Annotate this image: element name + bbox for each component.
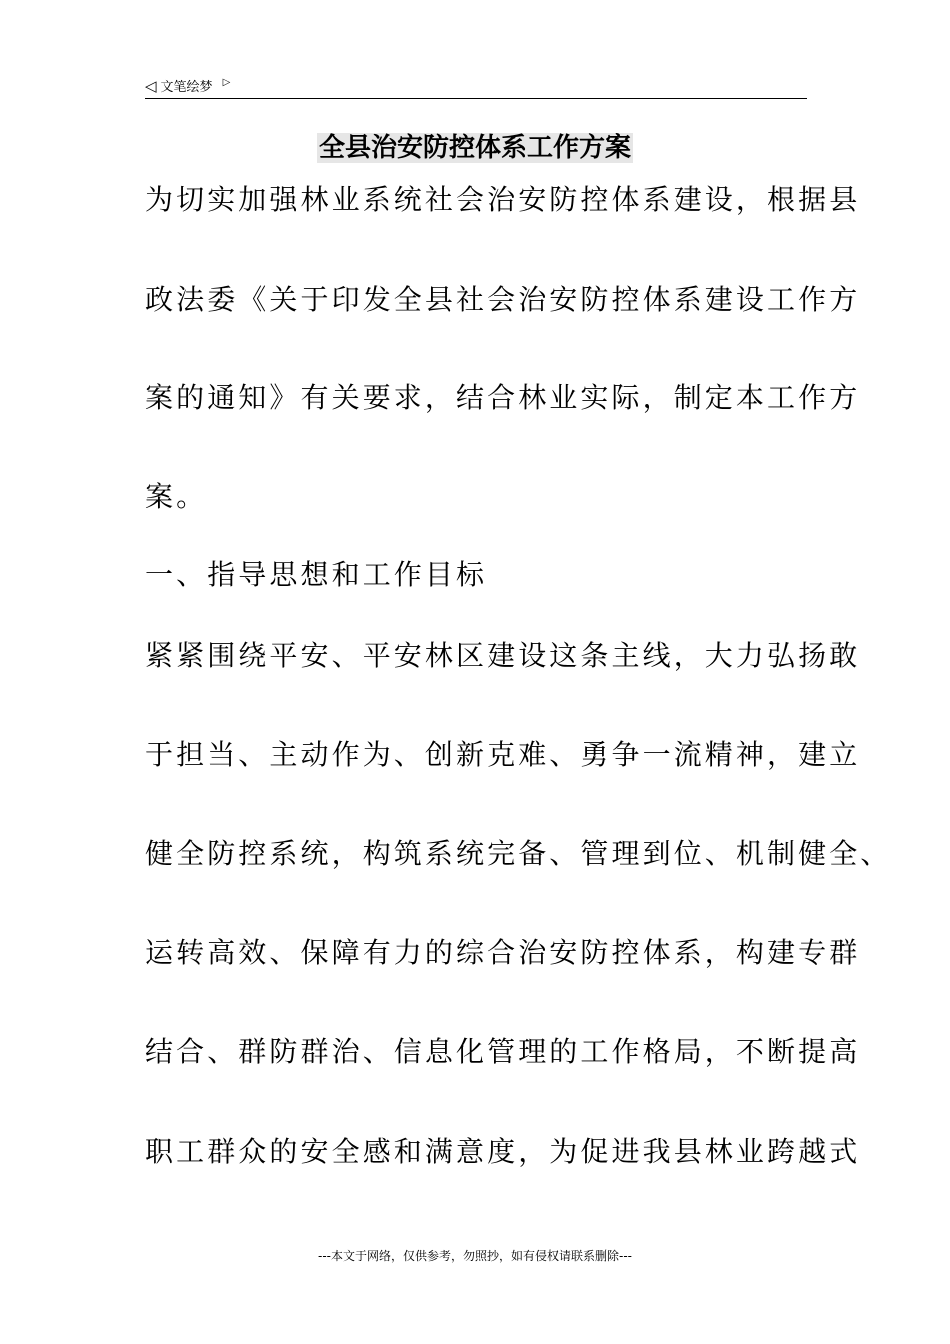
body-line: 政法委《关于印发全县社会治安防控体系建设工作方 [145,283,861,316]
body-line: 案的通知》有关要求，结合林业实际，制定本工作方 [145,381,861,414]
document-title-container [0,128,950,168]
page-header [145,72,807,99]
body-line: 于担当、主动作为、创新克难、勇争一流精神，建立 [145,738,861,771]
body-line: 运转高效、保障有力的综合治安防控体系，构建专群 [145,936,861,969]
body-line: 紧紧围绕平安、平安林区建设这条主线，大力弘扬敢 [145,639,861,672]
document-title: 全县治安防控体系工作方案 [318,133,631,163]
footer-disclaimer: ---本文于网络，仅供参考，勿照抄，如有侵权请联系删除--- [318,1249,632,1263]
section-heading: 一、指导思想和工作目标 [145,558,488,591]
right-triangle-icon: ▷ [222,76,231,88]
body-line: 为切实加强林业系统社会治安防控体系建设，根据县 [145,183,861,216]
header-brand [145,76,230,95]
header-text: 文笔绘梦 [160,80,213,95]
body-line: 职工群众的安全感和满意度，为促进我县林业跨越式 [145,1135,861,1168]
body-line: 健全防控系统，构筑系统完备、管理到位、机制健全、 [145,837,892,870]
left-triangle-icon: ◁ [145,76,157,95]
body-line: 案。 [145,480,208,513]
body-line: 结合、群防群治、信息化管理的工作格局，不断提高 [145,1035,861,1068]
